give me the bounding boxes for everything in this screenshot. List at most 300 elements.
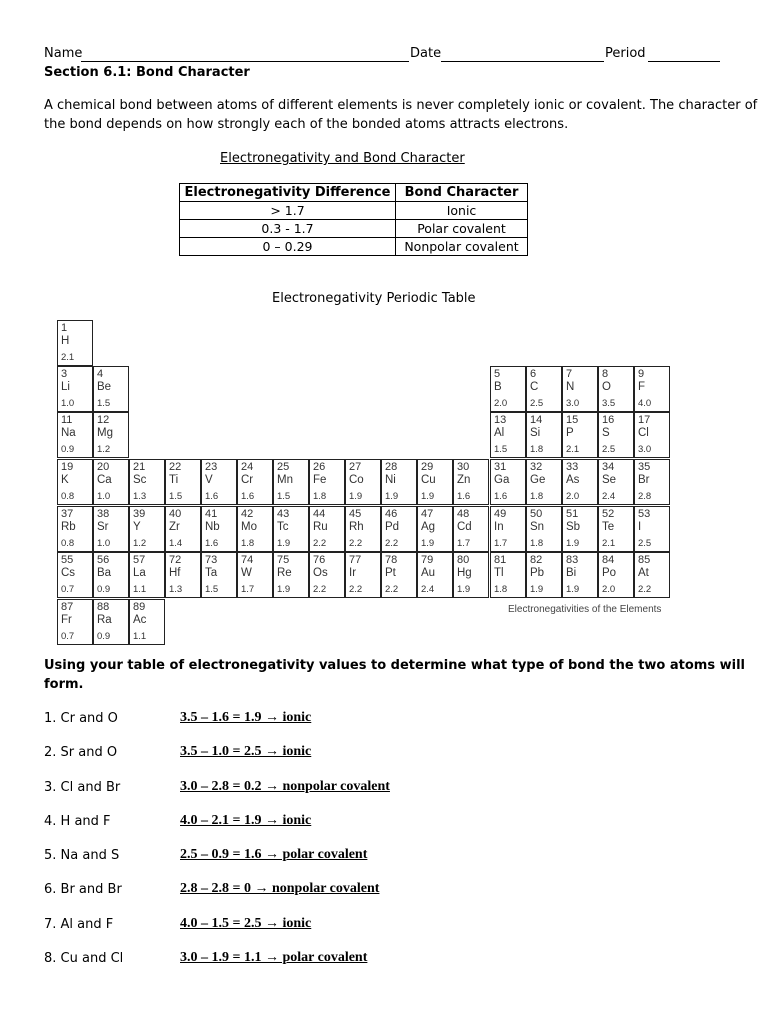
header-difference: Electronegativity Difference [180, 184, 396, 202]
electronegativity-value: 0.9 [97, 584, 111, 595]
electronegativity-value: 2.5 [530, 398, 544, 409]
element-symbol: Ni [385, 474, 396, 486]
element-cell-rh [345, 506, 381, 552]
atomic-number: 37 [61, 508, 74, 520]
electronegativity-value: 2.1 [61, 352, 75, 363]
element-symbol: H [61, 335, 70, 347]
electronegativity-value: 0.8 [61, 538, 75, 549]
atomic-number: 14 [530, 414, 543, 426]
atomic-number: 23 [205, 461, 218, 473]
element-symbol: Re [277, 567, 292, 579]
electronegativity-value: 1.3 [169, 584, 183, 595]
worksheet-header [44, 46, 720, 64]
electronegativity-value: 1.9 [530, 584, 544, 595]
element-cell-se [598, 459, 634, 505]
element-symbol: Cl [638, 427, 649, 439]
element-cell-s [598, 412, 634, 458]
atomic-number: 52 [602, 508, 615, 520]
atomic-number: 41 [205, 508, 218, 520]
instructions-line-2: form. [44, 677, 84, 692]
element-symbol: Ra [97, 614, 112, 626]
element-symbol: Al [494, 427, 505, 439]
element-cell-bi [562, 552, 598, 598]
element-cell-rb [57, 506, 93, 552]
name-blank[interactable] [81, 46, 409, 62]
question-2-label: 2. Sr and O [44, 745, 118, 760]
electronegativity-value: 1.0 [61, 398, 75, 409]
element-cell-ga [490, 459, 526, 505]
electronegativity-value: 1.8 [494, 584, 508, 595]
element-symbol: Ir [349, 567, 357, 579]
element-symbol: At [638, 567, 649, 579]
element-symbol: Mo [241, 521, 257, 533]
atomic-number: 81 [494, 554, 507, 566]
electronegativity-value: 1.8 [530, 538, 544, 549]
element-symbol: Hg [457, 567, 472, 579]
electronegativity-value: 1.9 [421, 538, 435, 549]
element-cell-tl [490, 552, 526, 598]
atomic-number: 56 [97, 554, 110, 566]
element-cell-c [526, 366, 562, 412]
element-symbol: O [602, 381, 611, 393]
electronegativity-value: 1.6 [457, 491, 471, 502]
electronegativity-value: 1.4 [169, 538, 183, 549]
question-4-answer: 4.0 – 2.1 = 1.9 → ionic [180, 813, 312, 828]
date-label: Date [410, 46, 442, 61]
electronegativity-value: 2.0 [494, 398, 508, 409]
atomic-number: 85 [638, 554, 651, 566]
electronegativity-value: 1.9 [457, 584, 471, 595]
atomic-number: 40 [169, 508, 182, 520]
question-1-answer: 3.5 – 1.6 = 1.9 → ionic [180, 710, 312, 725]
element-symbol: Hf [169, 567, 181, 579]
electronegativity-value: 2.8 [638, 491, 652, 502]
electronegativity-value: 1.2 [133, 538, 147, 549]
element-cell-cs [57, 552, 93, 598]
electronegativity-value: 2.2 [349, 584, 363, 595]
question-5-label: 5. Na and S [44, 848, 120, 863]
electronegativity-value: 2.1 [566, 444, 580, 455]
element-symbol: Co [349, 474, 364, 486]
electronegativity-value: 2.2 [385, 538, 399, 549]
element-symbol: Po [602, 567, 617, 579]
element-symbol: Tl [494, 567, 504, 579]
element-symbol: Tc [277, 521, 289, 533]
atomic-number: 28 [385, 461, 398, 473]
element-symbol: Os [313, 567, 328, 579]
element-cell-in [490, 506, 526, 552]
element-cell-pt [381, 552, 417, 598]
element-symbol: Ca [97, 474, 112, 486]
atomic-number: 82 [530, 554, 543, 566]
atomic-number: 43 [277, 508, 290, 520]
element-symbol: N [566, 381, 575, 393]
element-cell-ag [417, 506, 453, 552]
atomic-number: 45 [349, 508, 362, 520]
electronegativity-value: 0.7 [61, 584, 75, 595]
electronegativity-value: 2.4 [421, 584, 435, 595]
atomic-number: 87 [61, 601, 74, 613]
element-symbol: Fr [61, 614, 72, 626]
electronegativity-value: 1.8 [530, 444, 544, 455]
element-symbol: Sb [566, 521, 581, 533]
table-row [180, 202, 528, 220]
atomic-number: 55 [61, 554, 74, 566]
element-cell-cd [453, 506, 489, 552]
atomic-number: 74 [241, 554, 254, 566]
question-3-label: 3. Cl and Br [44, 780, 121, 795]
electronegativity-value: 1.5 [205, 584, 219, 595]
atomic-number: 77 [349, 554, 362, 566]
character-cell: Nonpolar covalent [396, 238, 528, 256]
element-cell-ra [93, 599, 129, 645]
electronegativity-value: 4.0 [638, 398, 652, 409]
element-symbol: Cs [61, 567, 76, 579]
element-cell-cl [634, 412, 670, 458]
element-cell-f [634, 366, 670, 412]
bond-table-title: Electronegativity and Bond Character [220, 151, 465, 166]
character-cell: Ionic [396, 202, 528, 220]
element-cell-sb [562, 506, 598, 552]
element-symbol: B [494, 381, 502, 393]
periodic-table-title: Electronegativity Periodic Table [272, 291, 476, 306]
element-symbol: Te [602, 521, 615, 533]
difference-cell: 0 – 0.29 [180, 238, 396, 256]
electronegativity-value: 1.2 [97, 444, 111, 455]
element-symbol: Cr [241, 474, 254, 486]
atomic-number: 57 [133, 554, 146, 566]
question-2-answer: 3.5 – 1.0 = 2.5 → ionic [180, 744, 312, 759]
bond-character-table [179, 183, 528, 256]
electronegativity-value: 2.2 [313, 538, 327, 549]
atomic-number: 84 [602, 554, 615, 566]
element-cell-ta [201, 552, 237, 598]
atomic-number: 79 [421, 554, 434, 566]
electronegativity-value: 1.5 [97, 398, 111, 409]
electronegativity-value: 1.5 [494, 444, 508, 455]
electronegativity-value: 1.6 [241, 491, 255, 502]
electronegativity-value: 2.5 [602, 444, 616, 455]
atomic-number: 6 [530, 368, 537, 380]
element-symbol: Nb [205, 521, 220, 533]
question-1-label: 1. Cr and O [44, 711, 118, 726]
electronegativity-value: 1.1 [133, 584, 147, 595]
atomic-number: 4 [97, 368, 104, 380]
element-cell-os [309, 552, 345, 598]
element-cell-tc [273, 506, 309, 552]
electronegativity-value: 1.7 [457, 538, 471, 549]
element-symbol: F [638, 381, 646, 393]
element-cell-mg [93, 412, 129, 458]
element-symbol: W [241, 567, 252, 579]
electronegativity-value: 1.9 [566, 584, 580, 595]
element-cell-zn [453, 459, 489, 505]
atomic-number: 44 [313, 508, 326, 520]
element-cell-ti [165, 459, 201, 505]
atomic-number: 48 [457, 508, 470, 520]
atomic-number: 34 [602, 461, 615, 473]
atomic-number: 30 [457, 461, 470, 473]
electronegativity-value: 1.8 [313, 491, 327, 502]
atomic-number: 89 [133, 601, 146, 613]
electronegativity-value: 0.7 [61, 631, 75, 642]
atomic-number: 24 [241, 461, 254, 473]
element-cell-sc [129, 459, 165, 505]
atomic-number: 7 [566, 368, 573, 380]
electronegativity-value: 3.5 [602, 398, 616, 409]
element-symbol: Ba [97, 567, 112, 579]
electronegativity-value: 1.9 [349, 491, 363, 502]
atomic-number: 5 [494, 368, 501, 380]
atomic-number: 33 [566, 461, 579, 473]
element-cell-y [129, 506, 165, 552]
element-symbol: Si [530, 427, 541, 439]
period-label: Period [605, 46, 646, 61]
element-cell-mn [273, 459, 309, 505]
element-symbol: Fe [313, 474, 327, 486]
electronegativity-value: 2.0 [566, 491, 580, 502]
atomic-number: 9 [638, 368, 645, 380]
atomic-number: 35 [638, 461, 651, 473]
element-cell-al [490, 412, 526, 458]
periodic-table-caption: Electronegativities of the Elements [508, 604, 662, 615]
element-cell-o [598, 366, 634, 412]
electronegativity-value: 1.5 [277, 491, 291, 502]
atomic-number: 46 [385, 508, 398, 520]
element-symbol: Pb [530, 567, 545, 579]
atomic-number: 11 [61, 414, 73, 426]
electronegativity-value: 1.3 [133, 491, 147, 502]
element-symbol: Cd [457, 521, 472, 533]
element-symbol: Ta [205, 567, 218, 579]
element-cell-po [598, 552, 634, 598]
electronegativity-value: 1.9 [277, 538, 291, 549]
question-5-answer: 2.5 – 0.9 = 1.6 → polar covalent [180, 847, 368, 862]
electronegativity-value: 1.0 [97, 491, 111, 502]
element-symbol: Pt [385, 567, 396, 579]
atomic-number: 32 [530, 461, 543, 473]
element-cell-v [201, 459, 237, 505]
atomic-number: 16 [602, 414, 615, 426]
element-symbol: Au [421, 567, 436, 579]
period-blank[interactable] [648, 46, 720, 62]
element-cell-fr [57, 599, 93, 645]
electronegativity-value: 2.1 [602, 538, 616, 549]
element-cell-ac [129, 599, 165, 645]
element-symbol: Cu [421, 474, 436, 486]
element-symbol: Ru [313, 521, 328, 533]
element-cell-n [562, 366, 598, 412]
atomic-number: 78 [385, 554, 398, 566]
electronegativity-value: 1.6 [205, 538, 219, 549]
element-cell-k [57, 459, 93, 505]
question-7-label: 7. Al and F [44, 917, 114, 932]
atomic-number: 19 [61, 461, 74, 473]
element-cell-h [57, 320, 93, 366]
element-cell-sn [526, 506, 562, 552]
atomic-number: 51 [566, 508, 579, 520]
element-symbol: Rh [349, 521, 364, 533]
atomic-number: 13 [494, 414, 507, 426]
atomic-number: 83 [566, 554, 579, 566]
element-symbol: Ga [494, 474, 510, 486]
element-cell-re [273, 552, 309, 598]
atomic-number: 26 [313, 461, 326, 473]
element-cell-au [417, 552, 453, 598]
element-cell-pb [526, 552, 562, 598]
element-cell-i [634, 506, 670, 552]
electronegativity-value: 2.2 [313, 584, 327, 595]
electronegativity-value: 2.0 [602, 584, 616, 595]
element-symbol: Rb [61, 521, 76, 533]
intro-line-2: the bond depends on how strongly each of the bonded atoms attracts electrons. [44, 117, 569, 132]
name-label: Name [44, 46, 83, 61]
table-row [180, 238, 528, 256]
element-symbol: Y [133, 521, 141, 533]
atomic-number: 47 [421, 508, 434, 520]
element-cell-la [129, 552, 165, 598]
element-symbol: Sn [530, 521, 545, 533]
electronegativity-value: 1.7 [494, 538, 508, 549]
element-symbol: V [205, 474, 213, 486]
atomic-number: 12 [97, 414, 110, 426]
difference-cell: > 1.7 [180, 202, 396, 220]
instructions-line-1: Using your table of electronegativity values to determine what type of bond the two atoms will [44, 658, 745, 673]
atomic-number: 21 [133, 461, 146, 473]
atomic-number: 80 [457, 554, 470, 566]
electronegativity-value: 1.0 [97, 538, 111, 549]
element-symbol: Li [61, 381, 70, 393]
electronegativity-value: 0.9 [61, 444, 75, 455]
element-symbol: La [133, 567, 146, 579]
element-cell-mo [237, 506, 273, 552]
element-cell-te [598, 506, 634, 552]
table-row [180, 220, 528, 238]
atomic-number: 8 [602, 368, 609, 380]
element-symbol: As [566, 474, 580, 486]
element-cell-nb [201, 506, 237, 552]
element-cell-at [634, 552, 670, 598]
character-cell: Polar covalent [396, 220, 528, 238]
electronegativity-value: 1.9 [566, 538, 580, 549]
atomic-number: 3 [61, 368, 68, 380]
element-cell-p [562, 412, 598, 458]
element-symbol: Sr [97, 521, 109, 533]
electronegativity-value: 1.7 [241, 584, 255, 595]
element-cell-b [490, 366, 526, 412]
element-cell-as [562, 459, 598, 505]
element-cell-ru [309, 506, 345, 552]
element-symbol: Ac [133, 614, 147, 626]
atomic-number: 50 [530, 508, 543, 520]
electronegativity-value: 2.4 [602, 491, 616, 502]
element-cell-br [634, 459, 670, 505]
element-symbol: S [602, 427, 610, 439]
atomic-number: 15 [566, 414, 579, 426]
question-6-label: 6. Br and Br [44, 882, 122, 897]
difference-cell: 0.3 - 1.7 [180, 220, 396, 238]
element-symbol: Mg [97, 427, 113, 439]
element-symbol: Ge [530, 474, 546, 486]
element-symbol: P [566, 427, 574, 439]
element-cell-fe [309, 459, 345, 505]
electronegativity-value: 2.5 [638, 538, 652, 549]
electronegativity-value: 1.8 [530, 491, 544, 502]
electronegativity-value: 0.8 [61, 491, 75, 502]
element-cell-w [237, 552, 273, 598]
atomic-number: 1 [61, 322, 68, 334]
question-4-label: 4. H and F [44, 814, 111, 829]
element-symbol: Se [602, 474, 617, 486]
element-symbol: Pd [385, 521, 400, 533]
intro-line-1: A chemical bond between atoms of different elements is never completely ionic or covalent. The character of [44, 98, 758, 113]
atomic-number: 75 [277, 554, 290, 566]
atomic-number: 53 [638, 508, 651, 520]
element-cell-sr [93, 506, 129, 552]
element-cell-ni [381, 459, 417, 505]
element-symbol: I [638, 521, 642, 533]
electronegativity-value: 1.9 [277, 584, 291, 595]
atomic-number: 27 [349, 461, 362, 473]
atomic-number: 76 [313, 554, 326, 566]
element-cell-be [93, 366, 129, 412]
element-cell-co [345, 459, 381, 505]
electronegativity-value: 3.0 [638, 444, 652, 455]
electronegativity-value: 1.5 [169, 491, 183, 502]
element-cell-ge [526, 459, 562, 505]
element-cell-na [57, 412, 93, 458]
element-symbol: Bi [566, 567, 577, 579]
atomic-number: 73 [205, 554, 218, 566]
atomic-number: 39 [133, 508, 146, 520]
element-symbol: Ti [169, 474, 179, 486]
element-cell-cr [237, 459, 273, 505]
electronegativity-value: 1.9 [385, 491, 399, 502]
atomic-number: 22 [169, 461, 182, 473]
electronegativity-value: 3.0 [566, 398, 580, 409]
element-cell-hg [453, 552, 489, 598]
element-cell-pd [381, 506, 417, 552]
element-symbol: Br [638, 474, 650, 486]
electronegativity-value: 1.8 [241, 538, 255, 549]
electronegativity-value: 1.9 [421, 491, 435, 502]
electronegativity-value: 1.1 [133, 631, 147, 642]
element-symbol: Zr [169, 521, 180, 533]
element-symbol: Sc [133, 474, 147, 486]
atomic-number: 17 [638, 414, 651, 426]
question-6-answer: 2.8 – 2.8 = 0 → nonpolar covalent [180, 881, 380, 896]
element-symbol: C [530, 381, 539, 393]
element-cell-hf [165, 552, 201, 598]
date-blank[interactable] [441, 46, 604, 62]
element-symbol: Mn [277, 474, 293, 486]
question-8-label: 8. Cu and Cl [44, 951, 124, 966]
atomic-number: 31 [494, 461, 507, 473]
header-bond-character: Bond Character [396, 184, 528, 202]
element-symbol: Ag [421, 521, 436, 533]
atomic-number: 42 [241, 508, 254, 520]
element-cell-ba [93, 552, 129, 598]
section-title: Section 6.1: Bond Character [44, 65, 250, 80]
question-3-answer: 3.0 – 2.8 = 0.2 → nonpolar covalent [180, 779, 390, 794]
element-symbol: Be [97, 381, 112, 393]
question-7-answer: 4.0 – 1.5 = 2.5 → ionic [180, 916, 312, 931]
electronegativity-value: 2.2 [349, 538, 363, 549]
electronegativity-value: 0.9 [97, 631, 111, 642]
atomic-number: 88 [97, 601, 110, 613]
element-cell-zr [165, 506, 201, 552]
atomic-number: 49 [494, 508, 507, 520]
